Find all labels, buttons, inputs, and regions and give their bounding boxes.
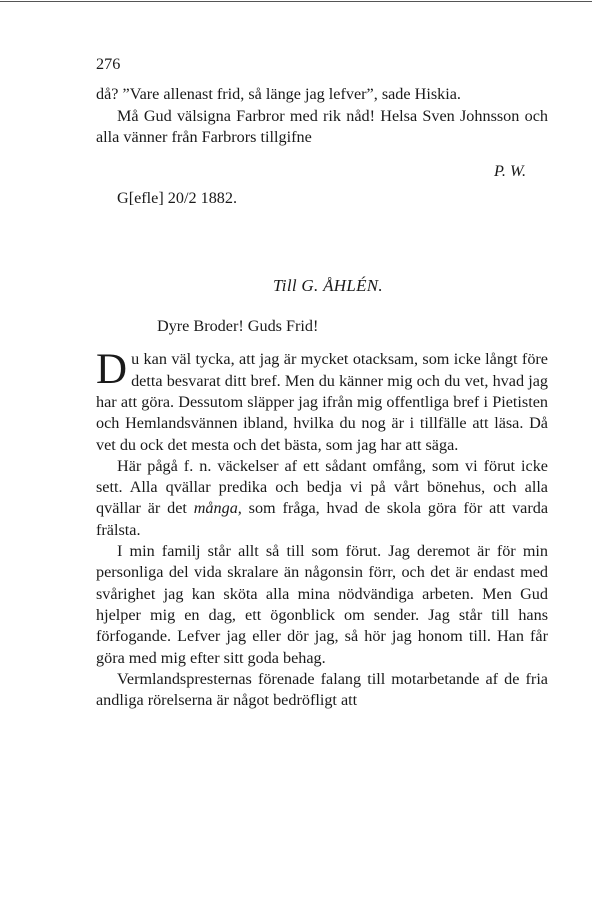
letter-paragraph-1-text: u kan väl tycka, att jag är mycket otacksam, som icke långt före detta besvarat ditt bref. Men du känner mig och du vet, hvad jag har att göra. Dessutom släpper jag ifrån mig offentliga bref i Pietisten och Hemlandsvännen ibland, hvilka du nog är i tillfälle att läsa. Då vet du ock det mesta och det bästa, som jag har att säga. xyxy=(96,350,548,454)
top-border-line xyxy=(0,1,592,2)
book-page xyxy=(96,54,548,711)
letter-paragraph-1 xyxy=(96,346,548,455)
letter-paragraph-4: Vermlandspresternas förenade falang till motarbetande af de fria andliga rörelserna är något bedröfligt att xyxy=(96,669,548,710)
letter-heading: Till G. ÅHLÉN. xyxy=(272,275,383,295)
letter-paragraph-2-end: som fråga, hvad de skola göra för att varda frälsta. xyxy=(96,499,549,539)
paragraph-continuation: då? ”Vare allenast frid, så länge jag lefver”, sade Hiskia. xyxy=(96,85,461,104)
letter-paragraph-3: I min familj står allt så till som förut. Jag deremot är för min personliga del vida skralare än någonsin förr, och det är endast med svårighet jag kan sköta alla mina nödvändiga arbeten. Men Gud hjelper mig en dag, ett ögonblick om sender. Jag står till hans förfogande. Lefver jag eller dör jag, så hör jag honom till. Han får göra med mig efter sitt goda behag. xyxy=(96,542,548,667)
letter-signature: P. W. xyxy=(494,162,526,181)
letter-paragraph-2-start: Här pågå f. n. väckelser af ett sådant omfång, som vi förut icke sett. Alla qvällar predika och bedja vi på vårt bönehus, och alla qvällar är det xyxy=(96,456,548,518)
letter-dateline: G[efle] 20/2 1882. xyxy=(117,189,238,208)
letter-salutation: Dyre Broder! Guds Frid! xyxy=(157,317,319,336)
emphasized-word: många, xyxy=(193,499,242,518)
drop-cap: D xyxy=(96,346,128,394)
letter-paragraph-2 xyxy=(96,456,548,541)
paragraph-blessing: Må Gud välsigna Farbror med rik nåd! Helsa Sven Johnsson och alla vänner från Farbrors tillgifne xyxy=(96,106,548,146)
page-number: 276 xyxy=(96,55,121,73)
